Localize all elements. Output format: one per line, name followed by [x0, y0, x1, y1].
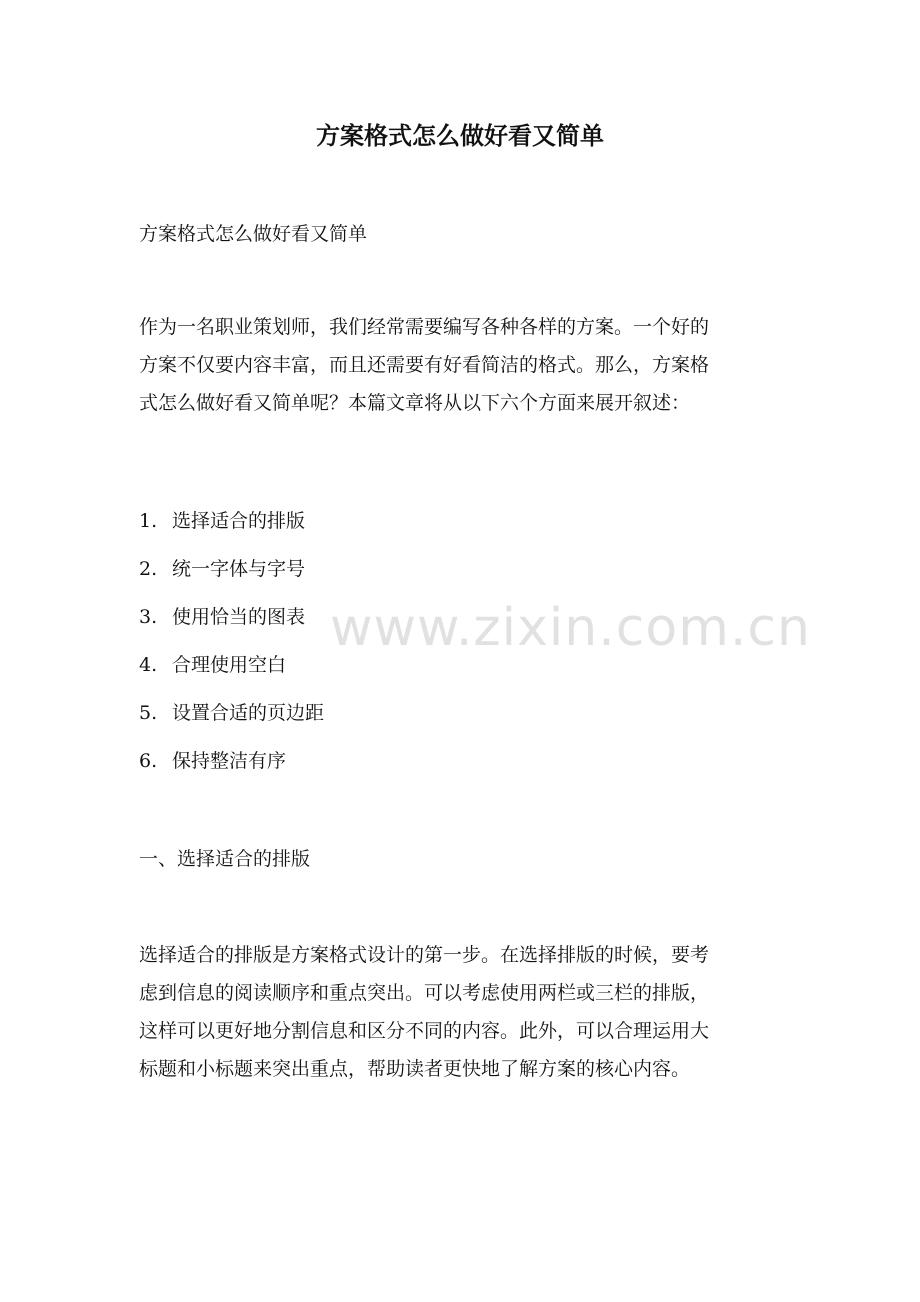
list-item [139, 554, 305, 584]
section-line-2: 虑到信息的阅读顺序和重点突出。可以考虑使用两栏或三栏的排版， [139, 982, 710, 1004]
list-item [139, 746, 286, 776]
list-item [139, 602, 305, 632]
section-line-4: 标题和小标题来突出重点，帮助读者更快地了解方案的核心内容。 [139, 1058, 691, 1080]
intro-line-1: 作为一名职业策划师，我们经常需要编写各种各样的方案。一个好的 [139, 316, 710, 338]
list-text: 合理使用空白 [172, 654, 287, 676]
list-item [139, 650, 286, 680]
list-number: 3. [139, 606, 158, 628]
document-subtitle: 方案格式怎么做好看又简单 [139, 223, 368, 245]
intro-line-3: 式怎么做好看又简单呢？本篇文章将从以下六个方面来展开叙述： [139, 392, 691, 414]
list-text: 设置合适的页边距 [172, 702, 325, 724]
list-number: 2. [139, 558, 158, 580]
section-line-3: 这样可以更好地分割信息和区分不同的内容。此外，可以合理运用大 [139, 1020, 710, 1042]
list-item [139, 506, 305, 536]
list-number: 4. [139, 654, 158, 676]
section-heading: 一、选择适合的排版 [139, 848, 311, 870]
list-number: 1. [139, 510, 158, 532]
watermark: www.zixin.com.cn [330, 598, 811, 658]
document-title: 方案格式怎么做好看又简单 [316, 121, 604, 150]
intro-line-2: 方案不仅要内容丰富，而且还需要有好看简洁的格式。那么，方案格 [139, 354, 710, 376]
section-line-1: 选择适合的排版是方案格式设计的第一步。在选择排版的时候，要考 [139, 944, 710, 966]
list-text: 选择适合的排版 [172, 510, 306, 532]
list-text: 统一字体与字号 [172, 558, 306, 580]
list-text: 保持整洁有序 [172, 750, 287, 772]
list-number: 5. [139, 702, 158, 724]
list-item [139, 698, 324, 728]
list-text: 使用恰当的图表 [172, 606, 306, 628]
list-number: 6. [139, 750, 158, 772]
